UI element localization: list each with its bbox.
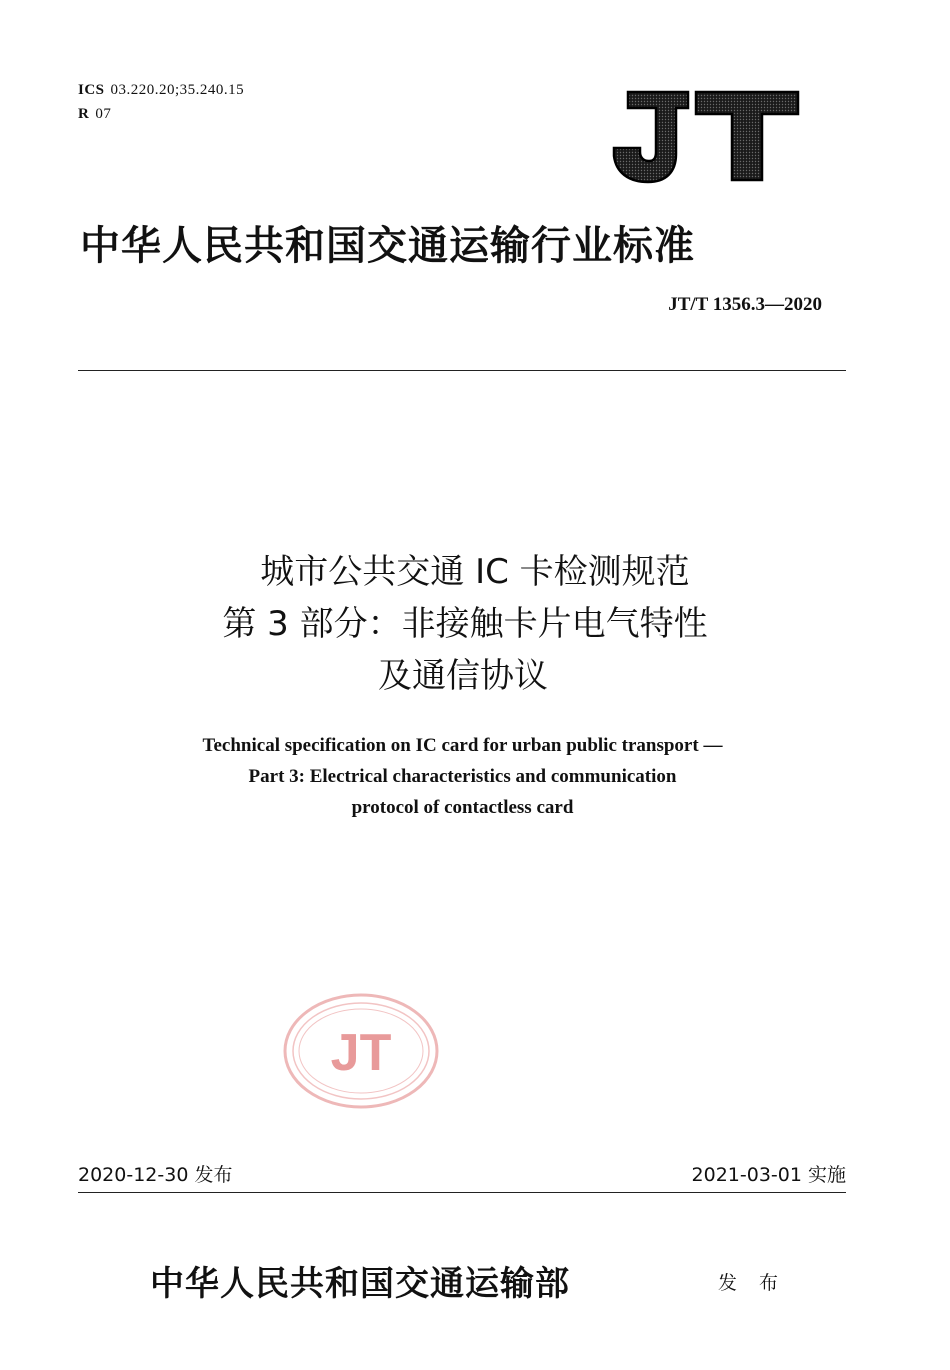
ics-label: ICS — [78, 82, 105, 98]
en-title-line-3: protocol of contactless card — [351, 797, 574, 818]
en-title-line-2: Part 3: Electrical characteristics and communication — [248, 766, 677, 787]
seal-text: JT — [330, 1024, 392, 1082]
jt-seal-icon — [282, 992, 440, 1110]
footer-divider — [78, 1192, 846, 1193]
standard-number: JT/T 1356.3—2020 — [668, 294, 822, 315]
jt-seal-watermark — [282, 992, 440, 1110]
cn-title-line-1: 城市公共交通 IC 卡检测规范 — [260, 552, 690, 592]
jt-logo-text: JT — [610, 88, 612, 89]
ics-codes: 03.220.20;35.240.15 — [110, 82, 245, 98]
ics-classification — [78, 82, 244, 99]
ccs-classification — [78, 106, 111, 123]
jt-standard-logo — [610, 88, 800, 184]
implement-date: 2021-03-01 实施 — [691, 1164, 846, 1186]
header-divider — [78, 370, 846, 371]
issuing-authority: 中华人民共和国交通运输部 — [150, 1264, 570, 1304]
ccs-code: 07 — [95, 106, 112, 122]
en-title-line-1: Technical specification on IC card for urban public transport — — [202, 735, 723, 756]
industry-standard-title: 中华人民共和国交通运输行业标准 — [80, 222, 695, 269]
jt-logo-icon — [610, 88, 800, 184]
issue-action: 发 布 — [718, 1272, 787, 1294]
cn-title-line-3: 及通信协议 — [378, 656, 548, 696]
publish-date: 2020-12-30 发布 — [78, 1164, 233, 1186]
ccs-label: R — [78, 106, 90, 122]
cn-title-line-2: 第 3 部分：非接触卡片电气特性 — [222, 604, 708, 644]
